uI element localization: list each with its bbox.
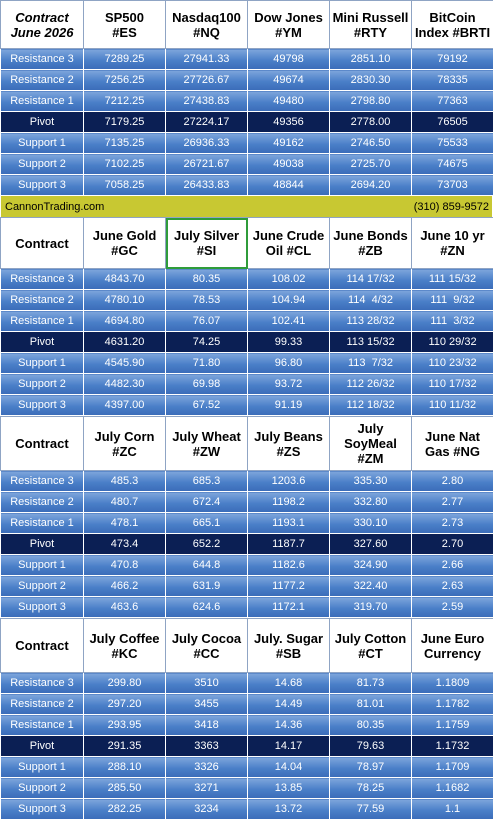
level-label: Support 1 [1, 353, 84, 374]
level-value[interactable]: 48844 [248, 175, 330, 196]
instrument-header-line: #ZW [192, 443, 221, 459]
level-row [1, 374, 493, 395]
level-value[interactable]: 3418 [166, 715, 248, 736]
level-value[interactable]: 78.97 [330, 757, 412, 778]
level-label: Resistance 2 [1, 492, 84, 513]
instrument-header[interactable] [412, 619, 493, 673]
level-value[interactable]: 14.49 [248, 694, 330, 715]
level-value[interactable]: 2.73 [412, 513, 493, 534]
level-value[interactable]: 81.01 [330, 694, 412, 715]
level-value[interactable]: 110 23/32 [412, 353, 493, 374]
instrument-header-line: #ZC [112, 443, 137, 459]
level-value[interactable]: 2.59 [412, 597, 493, 618]
instrument-header[interactable] [248, 619, 330, 673]
level-value[interactable]: 26433.83 [166, 175, 248, 196]
level-value[interactable]: 76505 [412, 112, 493, 133]
instrument-header-line: June Euro [420, 630, 485, 646]
level-value[interactable]: 1193.1 [248, 513, 330, 534]
level-value[interactable]: 291.35 [84, 736, 166, 757]
instrument-header-line: July Cotton [334, 630, 407, 646]
level-value[interactable]: 14.04 [248, 757, 330, 778]
instrument-header-line: SoyMeal [344, 436, 397, 451]
level-value[interactable]: 111 15/32 [412, 269, 493, 290]
level-row [1, 597, 493, 618]
level-value[interactable]: 288.10 [84, 757, 166, 778]
level-value[interactable]: 330.10 [330, 513, 412, 534]
level-value[interactable]: 3326 [166, 757, 248, 778]
level-label: Support 1 [1, 757, 84, 778]
level-value[interactable]: 4631.20 [84, 332, 166, 353]
level-value[interactable]: 1198.2 [248, 492, 330, 513]
levels-table-4 [0, 618, 493, 820]
level-value[interactable]: 4780.10 [84, 290, 166, 311]
level-value[interactable]: 49480 [248, 91, 330, 112]
level-value[interactable]: 80.35 [166, 269, 248, 290]
instrument-header[interactable] [330, 417, 412, 471]
level-value[interactable]: 2778.00 [330, 112, 412, 133]
level-value[interactable]: 2.66 [412, 555, 493, 576]
level-value[interactable]: 1182.6 [248, 555, 330, 576]
pivot-row [1, 736, 493, 757]
level-value[interactable]: 1187.7 [248, 534, 330, 555]
level-value[interactable]: 466.2 [84, 576, 166, 597]
instrument-header-line: #GC [111, 243, 138, 258]
level-row [1, 91, 493, 112]
level-label: Resistance 3 [1, 673, 84, 694]
level-value[interactable]: 2.77 [412, 492, 493, 513]
level-value[interactable]: 81.73 [330, 673, 412, 694]
level-label: Pivot [1, 736, 84, 757]
instrument-header-line: July Wheat [172, 428, 241, 444]
level-label: Resistance 3 [1, 471, 84, 492]
level-value[interactable]: 297.20 [84, 694, 166, 715]
level-value[interactable]: 7179.25 [84, 112, 166, 133]
level-value[interactable]: 110 11/32 [412, 395, 493, 416]
level-label: Pivot [1, 332, 84, 353]
level-value[interactable]: 108.02 [248, 269, 330, 290]
contract-header [1, 1, 84, 49]
level-row [1, 70, 493, 91]
instrument-header-line: July [357, 421, 384, 436]
instrument-header-line: June Bonds [333, 228, 408, 243]
contract-header-line: Contract [15, 235, 69, 251]
instrument-header[interactable] [412, 1, 493, 49]
instrument-header-line: #ZS [276, 443, 301, 459]
header-row [1, 1, 493, 49]
site-link[interactable]: CannonTrading.com [5, 200, 105, 213]
level-value[interactable]: 285.50 [84, 778, 166, 799]
instrument-header-line: #SB [275, 645, 302, 661]
level-value[interactable]: 27224.17 [166, 112, 248, 133]
level-value[interactable]: 470.8 [84, 555, 166, 576]
level-value[interactable]: 1.1732 [412, 736, 493, 757]
instrument-header[interactable] [84, 218, 166, 269]
level-value[interactable]: 327.60 [330, 534, 412, 555]
levels-table-3 [0, 416, 493, 618]
instrument-header[interactable] [330, 1, 412, 49]
level-value[interactable]: 2830.30 [330, 70, 412, 91]
instrument-header-line: July Corn [94, 428, 155, 444]
level-value[interactable]: 49798 [248, 49, 330, 70]
instrument-header-line: #KC [111, 645, 138, 661]
instrument-header-line: #CT [358, 645, 383, 661]
level-value[interactable]: 1.1809 [412, 673, 493, 694]
level-value[interactable]: 91.19 [248, 395, 330, 416]
level-value[interactable]: 652.2 [166, 534, 248, 555]
level-value[interactable]: 73703 [412, 175, 493, 196]
level-value[interactable]: 2798.80 [330, 91, 412, 112]
header-row [1, 619, 493, 673]
level-value[interactable]: 49356 [248, 112, 330, 133]
level-row [1, 269, 493, 290]
level-value[interactable]: 77.59 [330, 799, 412, 820]
level-value[interactable]: 113 15/32 [330, 332, 412, 353]
header-row [1, 417, 493, 471]
level-value[interactable]: 77363 [412, 91, 493, 112]
cannon-trading-banner [0, 196, 493, 217]
instrument-header[interactable] [412, 218, 493, 269]
level-value[interactable]: 4545.90 [84, 353, 166, 374]
level-value[interactable]: 113 7/32 [330, 353, 412, 374]
level-label: Resistance 2 [1, 290, 84, 311]
level-label: Support 2 [1, 576, 84, 597]
level-value[interactable]: 322.40 [330, 576, 412, 597]
level-value[interactable]: 76.07 [166, 311, 248, 332]
level-row [1, 175, 493, 196]
level-value[interactable]: 102.41 [248, 311, 330, 332]
instrument-header-line: Dow Jones [254, 9, 323, 25]
contract-header-line: Contract [15, 436, 69, 451]
level-label: Resistance 2 [1, 694, 84, 715]
level-label: Support 3 [1, 175, 84, 196]
level-label: Resistance 2 [1, 70, 84, 91]
level-value[interactable]: 71.80 [166, 353, 248, 374]
instrument-header-line: #ZM [357, 451, 384, 466]
level-row [1, 290, 493, 311]
level-value[interactable]: 49162 [248, 133, 330, 154]
level-value[interactable]: 4694.80 [84, 311, 166, 332]
level-label: Support 3 [1, 597, 84, 618]
level-value[interactable]: 2746.50 [330, 133, 412, 154]
level-label: Resistance 3 [1, 49, 84, 70]
instrument-header[interactable] [166, 218, 248, 269]
instrument-header-line: #RTY [353, 24, 388, 40]
level-value[interactable]: 4482.30 [84, 374, 166, 395]
level-value[interactable]: 672.4 [166, 492, 248, 513]
instrument-header-line: Oil #CL [265, 243, 312, 258]
level-row [1, 715, 493, 736]
level-value[interactable]: 111 9/32 [412, 290, 493, 311]
level-value[interactable]: 26936.33 [166, 133, 248, 154]
level-value[interactable]: 74.25 [166, 332, 248, 353]
level-value[interactable]: 478.1 [84, 513, 166, 534]
level-value[interactable]: 1177.2 [248, 576, 330, 597]
instrument-header[interactable] [412, 417, 493, 471]
level-value[interactable]: 78.25 [330, 778, 412, 799]
levels-table-1 [0, 0, 493, 196]
level-label: Resistance 3 [1, 269, 84, 290]
pivot-row [1, 112, 493, 133]
instrument-header-line: #YM [275, 24, 302, 40]
level-row [1, 471, 493, 492]
contract-header-line: Contract [15, 638, 69, 653]
level-row [1, 757, 493, 778]
instrument-header[interactable] [84, 1, 166, 49]
level-value[interactable]: 7256.25 [84, 70, 166, 91]
level-value[interactable]: 99.33 [248, 332, 330, 353]
level-value[interactable]: 7058.25 [84, 175, 166, 196]
instrument-header-line: Currency [423, 645, 482, 661]
instrument-header-line: Index #BRTI [414, 24, 491, 40]
instrument-header[interactable] [248, 417, 330, 471]
level-value[interactable]: 114 4/32 [330, 290, 412, 311]
level-value[interactable]: 3363 [166, 736, 248, 757]
instrument-header[interactable] [166, 619, 248, 673]
level-label: Resistance 1 [1, 311, 84, 332]
level-value[interactable]: 27726.67 [166, 70, 248, 91]
instrument-header[interactable] [166, 1, 248, 49]
level-row [1, 395, 493, 416]
level-row [1, 49, 493, 70]
level-value[interactable]: 96.80 [248, 353, 330, 374]
instrument-header[interactable] [166, 417, 248, 471]
level-value[interactable]: 3455 [166, 694, 248, 715]
level-value[interactable]: 74675 [412, 154, 493, 175]
level-value[interactable]: 644.8 [166, 555, 248, 576]
level-value[interactable]: 49674 [248, 70, 330, 91]
instrument-header-line: Mini Russell [332, 9, 409, 25]
instrument-header-line: BitCoin [429, 9, 476, 25]
level-value[interactable]: 7212.25 [84, 91, 166, 112]
level-value[interactable]: 7135.25 [84, 133, 166, 154]
level-value[interactable]: 112 18/32 [330, 395, 412, 416]
level-value[interactable]: 7289.25 [84, 49, 166, 70]
level-label: Support 1 [1, 555, 84, 576]
pivot-row [1, 534, 493, 555]
level-label: Resistance 1 [1, 91, 84, 112]
instrument-header[interactable] [84, 619, 166, 673]
level-value[interactable]: 2.63 [412, 576, 493, 597]
instrument-header-line: #NQ [193, 24, 220, 40]
instrument-header-line: Nasdaq100 [172, 9, 241, 25]
level-label: Resistance 1 [1, 513, 84, 534]
instrument-header-line: June 10 yr [420, 228, 485, 243]
level-label: Support 3 [1, 395, 84, 416]
level-label: Pivot [1, 534, 84, 555]
level-value[interactable]: 319.70 [330, 597, 412, 618]
level-value[interactable]: 67.52 [166, 395, 248, 416]
level-value[interactable]: 1.1 [412, 799, 493, 820]
level-value[interactable]: 110 17/32 [412, 374, 493, 395]
level-row [1, 576, 493, 597]
level-value[interactable]: 26721.67 [166, 154, 248, 175]
level-value[interactable]: 113 28/32 [330, 311, 412, 332]
level-value[interactable]: 463.6 [84, 597, 166, 618]
level-value[interactable]: 7102.25 [84, 154, 166, 175]
level-row [1, 694, 493, 715]
instrument-header-line: Gas #NG [425, 443, 480, 459]
level-value[interactable]: 1203.6 [248, 471, 330, 492]
level-value[interactable]: 324.90 [330, 555, 412, 576]
phone-number: (310) 859-9572 [413, 200, 489, 213]
level-value[interactable]: 111 3/32 [412, 311, 493, 332]
level-value[interactable]: 79.63 [330, 736, 412, 757]
contract-header-line: Contract [15, 9, 69, 25]
level-row [1, 133, 493, 154]
level-value[interactable]: 293.95 [84, 715, 166, 736]
level-row [1, 154, 493, 175]
level-row [1, 492, 493, 513]
contract-header-line: June 2026 [10, 24, 74, 40]
instrument-header-line: July Silver [173, 228, 240, 243]
level-label: Resistance 1 [1, 715, 84, 736]
instrument-header[interactable] [330, 619, 412, 673]
level-row [1, 311, 493, 332]
level-row [1, 555, 493, 576]
instrument-header-line: June Crude [252, 228, 325, 243]
level-value[interactable]: 78.53 [166, 290, 248, 311]
instrument-header[interactable] [84, 417, 166, 471]
level-row [1, 799, 493, 820]
level-row [1, 673, 493, 694]
instrument-header-line: #ES [112, 24, 137, 40]
level-value[interactable]: 4397.00 [84, 395, 166, 416]
level-value[interactable]: 3234 [166, 799, 248, 820]
level-value[interactable]: 13.72 [248, 799, 330, 820]
instrument-header-line: SP500 [104, 9, 145, 25]
level-row [1, 353, 493, 374]
instrument-header[interactable] [330, 218, 412, 269]
level-value[interactable]: 1.1759 [412, 715, 493, 736]
level-value[interactable]: 80.35 [330, 715, 412, 736]
level-value[interactable]: 110 29/32 [412, 332, 493, 353]
instrument-header-line: June Nat [425, 428, 480, 444]
level-value[interactable]: 335.30 [330, 471, 412, 492]
level-value[interactable]: 1.1682 [412, 778, 493, 799]
instrument-header-line: #ZN [440, 243, 465, 258]
level-value[interactable]: 1.1782 [412, 694, 493, 715]
instrument-header-line: July Beans [254, 428, 323, 444]
level-value[interactable]: 299.80 [84, 673, 166, 694]
level-label: Support 3 [1, 799, 84, 820]
level-value[interactable]: 2.70 [412, 534, 493, 555]
level-value[interactable]: 27438.83 [166, 91, 248, 112]
level-value[interactable]: 14.68 [248, 673, 330, 694]
level-label: Support 2 [1, 374, 84, 395]
instrument-header-line: #CC [193, 645, 220, 661]
level-label: Support 2 [1, 154, 84, 175]
contract-header [1, 218, 84, 269]
instrument-header-line: July. Sugar [253, 630, 324, 646]
level-value[interactable]: 13.85 [248, 778, 330, 799]
level-value[interactable]: 485.3 [84, 471, 166, 492]
level-value[interactable]: 1.1709 [412, 757, 493, 778]
level-value[interactable]: 473.4 [84, 534, 166, 555]
level-label: Pivot [1, 112, 84, 133]
level-value[interactable]: 282.25 [84, 799, 166, 820]
level-value[interactable]: 631.9 [166, 576, 248, 597]
level-value[interactable]: 2851.10 [330, 49, 412, 70]
level-value[interactable]: 1172.1 [248, 597, 330, 618]
instrument-header-line: #SI [196, 243, 217, 258]
level-value[interactable]: 14.17 [248, 736, 330, 757]
level-value[interactable]: 69.98 [166, 374, 248, 395]
instrument-header[interactable] [248, 218, 330, 269]
levels-table-2 [0, 217, 493, 416]
level-value[interactable]: 4843.70 [84, 269, 166, 290]
level-value[interactable]: 3510 [166, 673, 248, 694]
instrument-header-line: June Gold [92, 228, 157, 243]
instrument-header-line: July Coffee [89, 630, 160, 646]
level-value[interactable]: 93.72 [248, 374, 330, 395]
level-value[interactable]: 2.80 [412, 471, 493, 492]
level-label: Support 2 [1, 778, 84, 799]
level-value[interactable]: 685.3 [166, 471, 248, 492]
level-value[interactable]: 79192 [412, 49, 493, 70]
level-value[interactable]: 114 17/32 [330, 269, 412, 290]
level-value[interactable]: 49038 [248, 154, 330, 175]
instrument-header[interactable] [248, 1, 330, 49]
instrument-header-line: #ZB [358, 243, 383, 258]
level-label: Support 1 [1, 133, 84, 154]
level-value[interactable]: 112 26/32 [330, 374, 412, 395]
level-value[interactable]: 27941.33 [166, 49, 248, 70]
level-value[interactable]: 665.1 [166, 513, 248, 534]
level-value[interactable]: 2725.70 [330, 154, 412, 175]
pivot-row [1, 332, 493, 353]
contract-header [1, 619, 84, 673]
level-value[interactable]: 624.6 [166, 597, 248, 618]
level-row [1, 778, 493, 799]
contract-header [1, 417, 84, 471]
header-row [1, 218, 493, 269]
level-value[interactable]: 104.94 [248, 290, 330, 311]
level-row [1, 513, 493, 534]
level-value[interactable]: 14.36 [248, 715, 330, 736]
instrument-header-line: July Cocoa [171, 630, 242, 646]
level-value[interactable]: 2694.20 [330, 175, 412, 196]
level-value[interactable]: 78335 [412, 70, 493, 91]
level-value[interactable]: 480.7 [84, 492, 166, 513]
level-value[interactable]: 75533 [412, 133, 493, 154]
level-value[interactable]: 3271 [166, 778, 248, 799]
level-value[interactable]: 332.80 [330, 492, 412, 513]
